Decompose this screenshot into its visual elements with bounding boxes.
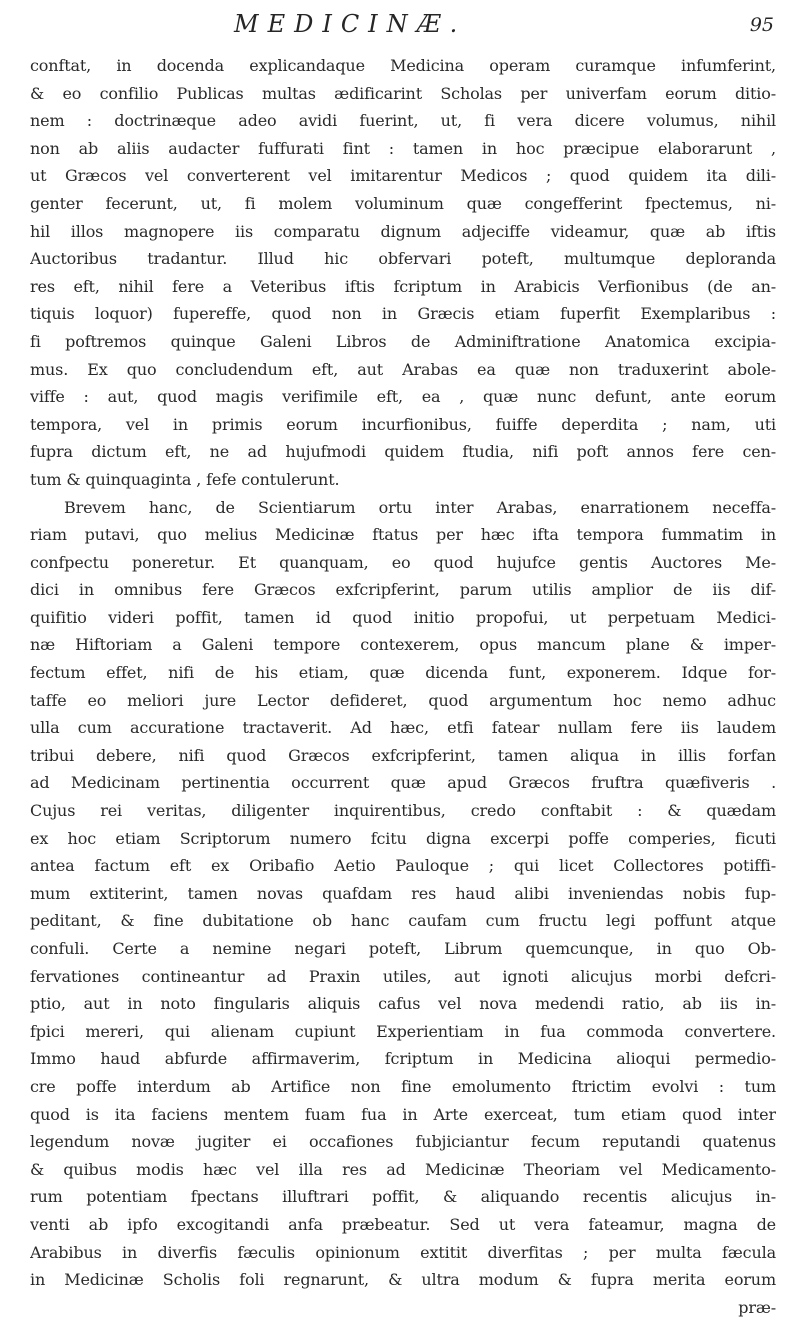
text-line: confpectu poneretur. Et quanquam, eo quod hujufce gentis Auctores Me- — [30, 552, 776, 572]
running-title: MEDICINÆ. — [234, 10, 467, 38]
text-line: fervationes contineantur ad Praxin utiles, aut ignoti alicujus morbi defcri- — [30, 966, 776, 986]
running-head — [0, 8, 800, 48]
text-line: tempora, vel in primis eorum incurfionibus, fuiffe deperdita ; nam, uti — [30, 414, 776, 434]
catchword: præ- — [738, 1297, 776, 1317]
text-line: Immo haud abfurde affirmaverim, fcriptum in Medicina alioqui permedio- — [30, 1049, 776, 1069]
text-line: ptio, aut in noto fingularis aliquis cafus vel nova medendi ratio, ab iis in- — [30, 994, 776, 1014]
text-line: confuli. Certe a nemine negari poteft, Librum quemcunque, in quo Ob- — [30, 939, 776, 958]
text-line: genter fecerunt, ut, fi molem voluminum quæ congefferint fpectemus, ni- — [30, 193, 776, 213]
text-line: tribui debere, nifi quod Græcos exfcripferint, tamen aliqua in illis forfan — [30, 745, 776, 765]
paragraph-start-line: Brevem hanc, de Scientiarum ortu inter Arabas, enarrationem neceffa- — [64, 497, 776, 517]
text-line: viffe : aut, quod magis verifimile eft, ea , quæ nunc defunt, ante eorum — [30, 387, 776, 407]
text-line: non ab aliis audacter fuffurati fint : tamen in hoc præcipue elaborarunt , — [30, 138, 776, 158]
text-line: conftat, in docenda explicandaque Medicina operam curamque infumferint, — [30, 56, 776, 75]
page-number: 95 — [749, 14, 774, 36]
text-line: ad Medicinam pertinentia occurrent quæ apud Græcos fruftra quæfiveris . — [30, 773, 776, 793]
text-line: legendum novæ jugiter ei occafiones fubjiciantur fecum reputandi quatenus — [30, 1132, 776, 1152]
text-line: tiquis loquor) fupereffe, quod non in Græcis etiam fuperfit Exemplaribus : — [30, 304, 776, 324]
text-line: in Medicinæ Scholis foli regnarunt, & ultra modum & fupra merita eorum — [30, 1270, 776, 1290]
text-line: mus. Ex quo concludendum eft, aut Arabas ea quæ non traduxerint abole- — [30, 359, 776, 379]
text-line: cre poffe interdum ab Artifice non fine emolumento ftrictim evolvi : tum — [30, 1076, 776, 1096]
text-line: Cujus rei veritas, diligenter inquirentibus, credo conftabit : & quædam — [30, 801, 776, 821]
text-line: quod is ita faciens mentem fuam fua in Arte exerceat, tum etiam quod inter — [30, 1104, 776, 1124]
text-line: riam putavi, quo melius Medicinæ ftatus per hæc ifta tempora fummatim in — [30, 525, 776, 545]
text-line: taffe eo meliori jure Lector defideret, quod argumentum hoc nemo adhuc — [30, 690, 776, 710]
text-line: mum extiterint, tamen novas quafdam res haud alibi inveniendas nobis fup- — [30, 883, 776, 903]
text-line: res eft, nihil fere a Veteribus iftis fcriptum in Arabicis Verfionibus (de an- — [30, 276, 776, 296]
paragraph-end-line: tum & quinquaginta , fefe contulerunt. — [30, 469, 340, 489]
text-line: peditant, & fine dubitatione ob hanc caufam cum fructu legi poffunt atque — [30, 911, 776, 931]
text-line: ut Græcos vel converterent vel imitarentur Medicos ; quod quidem ita dili- — [30, 166, 776, 186]
text-line: quifitio videri poffit, tamen id quod initio propofui, ut perpetuam Medici- — [30, 607, 776, 627]
text-line: nem : doctrinæque adeo avidi fuerint, ut, fi vera dicere volumus, nihil — [30, 111, 776, 131]
text-line: Auctoribus tradantur. Illud hic obfervari poteft, multumque deploranda — [30, 249, 776, 269]
text-line: & eo confilio Publicas multas ædificarint Scholas per univerfam eorum ditio- — [30, 83, 776, 103]
text-line: ulla cum accuratione tractaverit. Ad hæc, etfi fatear nullam fere iis laudem — [30, 718, 776, 738]
text-line: venti ab ipfo excogitandi anfa præbeatur. Sed ut vera fateamur, magna de — [30, 1214, 776, 1234]
text-line: næ Hiftoriam a Galeni tempore contexerem, opus mancum plane & imper- — [30, 635, 776, 655]
text-line: antea factum eft ex Oribafio Aetio Pauloque ; qui licet Collectores potiffi- — [30, 856, 776, 876]
text-line: & quibus modis hæc vel illa res ad Medicinæ Theoriam vel Medicamento- — [30, 1159, 776, 1179]
text-line: rum potentiam fpectans illuftrari poffit, & aliquando recentis alicujus in- — [30, 1187, 776, 1207]
text-line: fupra dictum eft, ne ad hujufmodi quidem ftudia, nifi poft annos fere cen- — [30, 442, 776, 462]
text-line: Arabibus in diverfis fæculis opinionum extitit diverfitas ; per multa fæcula — [30, 1242, 776, 1262]
text-line: dici in omnibus fere Græcos exfcripferint, parum utilis amplior de iis dif- — [30, 580, 776, 600]
text-line: fi poftremos quinque Galeni Libros de Adminiftratione Anatomica excipia- — [30, 331, 776, 351]
text-line: ex hoc etiam Scriptorum numero fcitu digna excerpi poffe comperies, ficuti — [30, 828, 776, 848]
body-text — [30, 52, 776, 1321]
text-line: hil illos magnopere iis comparatu dignum adjeciffe videamur, quæ ab iftis — [30, 221, 776, 241]
text-line: fectum effet, nifi de his etiam, quæ dicenda funt, exponerem. Idque for- — [30, 663, 776, 683]
text-line: fpici mereri, qui alienam cupiunt Experientiam in fua commoda convertere. — [30, 1021, 776, 1041]
